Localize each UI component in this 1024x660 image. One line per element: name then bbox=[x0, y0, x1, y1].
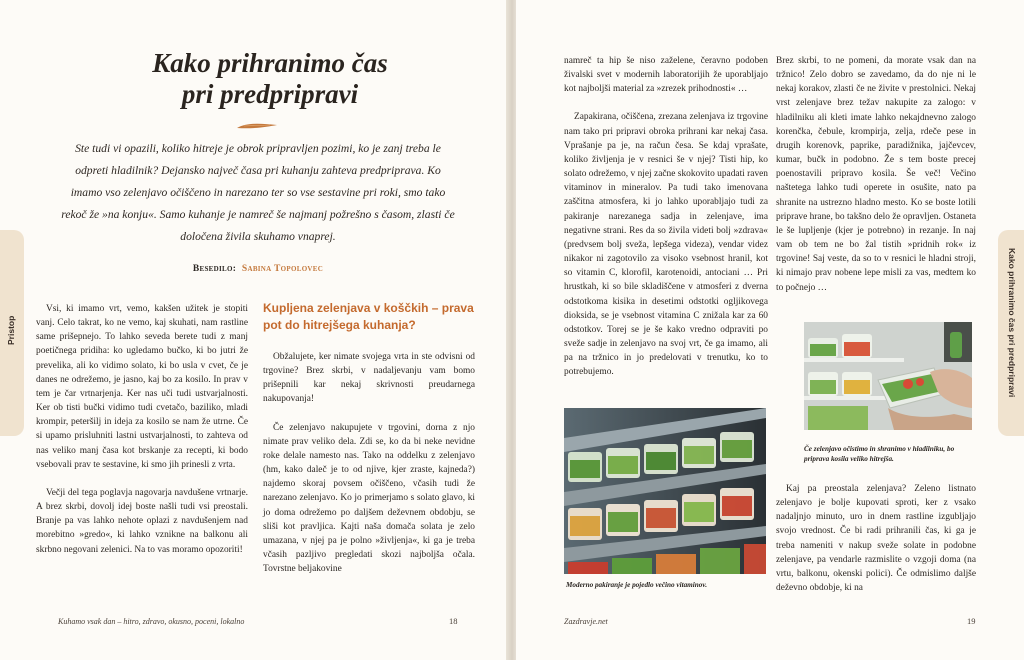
paragraph: Kaj pa preostala zelenjava? Zeleno listnato zelenjavo je bolje kupovati sproti, ker z vsako nadaljnjo minuto, uro in dnem rastline izgubljajo svojo vrednost. Če bi radi prihranili čas, ki ga je treba nameniti v nakup sveže solate in podobne zelenjave, pa vendarle razmislite o vzgoji doma (na vrtu, balkonu, okenski polici). Če odmislimo daljše deževno obdobje, ki na bbox=[776, 484, 976, 594]
right-column-2-continued bbox=[776, 482, 976, 595]
page-number: 19 bbox=[967, 616, 976, 626]
article-title bbox=[110, 48, 430, 110]
fridge-storage-photo bbox=[804, 322, 972, 430]
section-tab-label: Kako prihranimo čas pri predpripravi bbox=[1007, 248, 1017, 398]
leaf-ornament-icon bbox=[236, 122, 278, 130]
right-page bbox=[516, 0, 1024, 660]
title-line-2: pri predpripravi bbox=[181, 79, 359, 109]
article-intro: Ste tudi vi opazili, koliko hitreje je obrok pripravljen pozimi, ko je zanj treba le odpreti hladilnik? Dejansko največ časa pri kuhanju zahteva predpriprava. Ko imamo vso zelenjavo očiščeno in narezano ter so vse sestavine pri roki, smo tako rekoč že »na konju«. Samo kuhanje je namreč še najmanj požrešno s časom, zlasti če določena živila skuhamo vnaprej. bbox=[61, 142, 455, 243]
photo-caption: Če zelenjavo očistimo in shranimo v hladilniku, bo priprava kosila veliko hitrejša. bbox=[804, 445, 955, 463]
right-column-1 bbox=[564, 54, 768, 379]
left-column-1 bbox=[36, 302, 248, 557]
paragraph: Če zelenjavo nakupujete v trgovini, dorna z njo nimate prav veliko dela. Zdi se, ko da bi neke nevidne roke delale namesto nas. Tako na oddelku z zelenjavo (hm, kako daleč je to od njive, kjer zraste, kajneda?) najdemo skoraj povsem očiščeno, včasih tudi že narezano zelenjavo. Ko jo primerjamo s solato glavo, ki jo doma odrežemo po daljšem deževnem obdobju, se sliši kot pravljica. Kajti naša domača solata je zelo umazana, v njej pa je polno »življenja«, ki ga je treba včasih pazljivo pregledati skozi najboljša očala. Tovrstne beljakovine bbox=[263, 422, 475, 575]
paragraph: Zapakirana, očiščena, zrezana zelenjava iz trgovine nam tako pri pripravi obroka prihrani kar nekaj časa. Vprašanje pa je, na račun česa. Se kdaj vprašate, koliko življenja je v resnici še v njej? Tisti hip, ko solato odrežemo, v njej začne skokovito upadati raven vitaminov in mineralov. Pa tudi tako imenovana zaščitna atmosfera, ki jo lahko uporabljajo tudi za pakiranje narezanega sadja in zelenjave, ima negativne strani. Res da so živila videti bolj »zdrava« (predvsem bolj sveža, lepšega videza), vendar videz nikakor ni zagotovilo za visoko vsebnost hranil, kot so vitamin C, klorofil, karotenoidi, antociani … Pri hrustkah, ki so bile skladiščene v atmosferi z dverna odstotkoma kisika in desetimi odstotki ogljikovega dioksida, se je vsebnost vitamina C znižala kar za 60 odstotkov. Torej se je še kako vredno odpraviti po sveže sadje in zelenjavo na svoj vrt, če ga imamo, ali pa na tržnico in jo predelovati v trenutku, ko to potrebujemo. bbox=[564, 112, 768, 378]
section-tab-label: Pristop bbox=[6, 315, 16, 345]
left-page bbox=[0, 0, 508, 660]
section-tab-right bbox=[998, 230, 1024, 436]
running-footer: Kuhamo vsak dan – hitro, zdravo, okusno, poceni, lokalno bbox=[58, 617, 245, 626]
paragraph: Brez skrbi, to ne pomeni, da morate vsak dan na tržnico! Zelo dobro se zavedamo, da do nje ni le nekaj korakov, zlasti če ne živite v prestolnici. Nekaj vrst zelenjave brez težav nakupite za zalogo: v hladilniku ali kleti imate lahko nekajdnevno zalogo korenčka, čebule, krompirja, zelja, rdeče pese in drugih korenovk, paprike, paradižnika, jajčevcev, kumar, bučk in podobno. Že s tem boste precej poenostavili pripravo kosila. Še več! Večino naštetega lahko tudi operete in osušite, nato pa shranite na ustrezno hladno mesto. Ko se boste lotili priprave hrane, bo takšno delo že opravljen. Ostaneta le še lupljenje (kjer je potrebno) in rezanje. In naj vam ob tem ne bo žal tistih »pridnih rok« iz trgovine! Saj veste, da so to v resnici le hladni stroji, ki nimajo prav nobene lepe misli za vas, medtem ko to počnejo … bbox=[776, 56, 976, 293]
paragraph: Vsi, ki imamo vrt, vemo, kakšen užitek je stopiti vanj. Celo takrat, ko ne vemo, kaj skuhati, nam rastline same prišepnejo. To lahko seveda berete tudi z manj poetičnega pridiha: ko ugledamo bučko, ki bo jutri že prevelika, ali ko vidimo solato, ki bo usla v cvet, če je danes ne odrežemo, je jasno, kaj bo za kosilo. In prav v tem je čar vrtnarjenja. Ker nas uči tudi ustvarjalnosti. Ker ob tisti bučki vidimo tudi cvetačo, baziliko, mladi krompir, peteršilj in ideja za kosilo se nam že utrne. Če si upamo prisluhniti lastni ustvarjalnosti, to zahteva od nas veliko manj časa kot brskanje za recepti, ki bodo vsebovali prav te sestavine, ki smo jih prinesli z vrta. bbox=[36, 304, 248, 470]
page-number: 18 bbox=[449, 616, 458, 626]
photo-caption: Moderno pakiranje je pojedlo večino vitaminov. bbox=[566, 581, 708, 589]
packaged-vegetables-illustration bbox=[564, 408, 766, 574]
supermarket-shelf-photo bbox=[564, 408, 766, 574]
paragraph: Obžalujete, ker nimate svojega vrta in ste odvisni od trgovine? Brez skrbi, v nadaljevanju vam bomo prišepnili kar nekaj skrivnosti preudarnega nakupovanja! bbox=[263, 352, 475, 405]
author-name: Sabina Topolovec bbox=[241, 264, 324, 274]
running-footer: Zazdravje.net bbox=[564, 617, 608, 626]
section-tab-left bbox=[0, 230, 24, 436]
fridge-containers-illustration bbox=[804, 322, 972, 430]
right-column-2 bbox=[776, 54, 976, 295]
left-column-2 bbox=[263, 300, 475, 576]
byline-label: Besedilo: bbox=[192, 264, 237, 274]
section-subheading: Kupljena zelenjava v koščkih – prava pot do hitrejšega kuhanja? bbox=[263, 301, 474, 332]
title-line-1: Kako prihranimo čas bbox=[152, 48, 388, 78]
byline bbox=[58, 264, 458, 274]
paragraph: namreč ta hip še niso zaželene, čeravno podoben živalski svet v modernih laboratorijih že uporabljajo kot najboljši material za »zrezek prihodnosti« … bbox=[564, 56, 768, 95]
paragraph: Večji del tega poglavja nagovarja navdušene vrtnarje. A brez skrbi, dovolj idej boste našli tudi vsi preostali. Branje pa vas lahko nehote oplazi z navdušenjem nad morebitno »gredo«, ki lahko vznikne na balkonu ali skrbno negovani zelenici. Na to vas moramo opozoriti! bbox=[36, 487, 248, 555]
